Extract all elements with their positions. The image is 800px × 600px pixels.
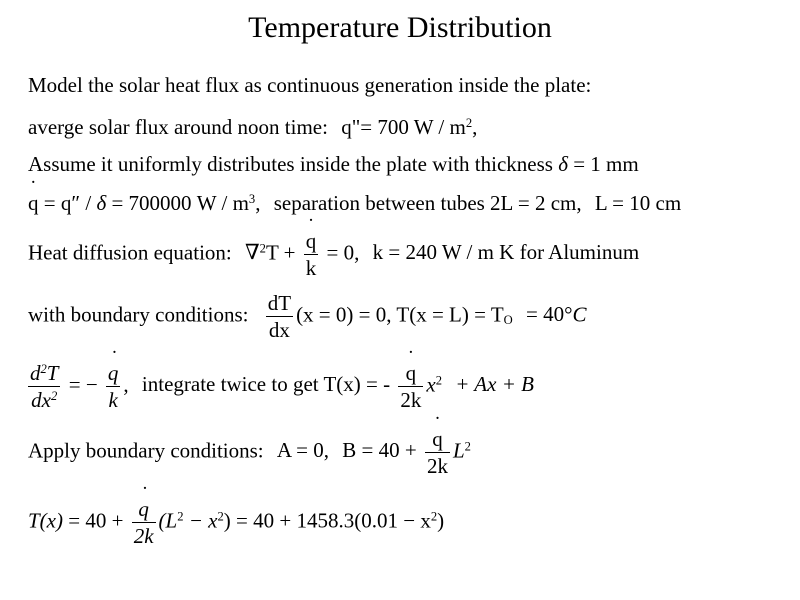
conductivity-text: k = 240 W / m K for Aluminum bbox=[372, 240, 640, 265]
flux-value: = 700 W / m bbox=[360, 115, 466, 139]
apply-2k: 2k bbox=[426, 454, 448, 478]
apply-B: B = 40 + bbox=[342, 438, 417, 463]
ode-dx-exp: 2 bbox=[51, 389, 58, 404]
integrate-q: ˙ q bbox=[406, 360, 417, 386]
bc-line bbox=[28, 290, 587, 343]
nabla-exponent: 2 bbox=[259, 241, 266, 256]
ode-d: d bbox=[30, 361, 41, 385]
integrate-x-exp: 2 bbox=[435, 373, 442, 388]
bc-cond2: T(x = L) = T bbox=[396, 302, 504, 327]
ode-k: k bbox=[108, 388, 118, 412]
ode-tail: , bbox=[123, 372, 129, 397]
result-x-exp: 2 bbox=[217, 509, 224, 524]
apply-line bbox=[28, 426, 471, 479]
ode-eq: = − bbox=[68, 372, 98, 397]
separation-text: separation between tubes 2L = 2 cm, bbox=[273, 191, 582, 215]
generation-eq: = q″ / bbox=[43, 191, 92, 215]
diffusion-label: Heat diffusion equation: bbox=[28, 240, 232, 265]
assume-text: Assume it uniformly distributes inside the plate with thickness bbox=[28, 152, 553, 176]
slide-title: Temperature Distribution bbox=[248, 11, 552, 44]
diffusion-line bbox=[28, 228, 639, 281]
delta-symbol: δ bbox=[558, 152, 568, 176]
apply-label: Apply boundary conditions: bbox=[28, 438, 264, 463]
result-minus: − x bbox=[188, 508, 218, 533]
result-mid: ) = 40 + 1458.3(0.01 − x bbox=[223, 508, 431, 533]
dT-numerator: dT bbox=[267, 291, 292, 315]
intro-text: Model the solar heat flux as continuous generation inside the plate: bbox=[28, 73, 592, 97]
diffusion-T: T + bbox=[265, 240, 296, 265]
flux-line bbox=[28, 114, 477, 140]
d2T-dx2-fraction bbox=[28, 360, 60, 413]
result-eq: = 40 + bbox=[68, 508, 124, 533]
bc-temp: = 40° bbox=[526, 302, 573, 327]
dx-denominator: dx bbox=[268, 318, 290, 342]
ode-T: T bbox=[46, 361, 59, 385]
flux-label: averge solar flux around noon time: bbox=[28, 115, 328, 139]
flux-exponent: 2 bbox=[465, 116, 473, 131]
ode-line bbox=[28, 360, 534, 413]
nabla-symbol: ∇ bbox=[245, 240, 260, 265]
result-line bbox=[28, 496, 444, 549]
result-q: ˙ q bbox=[138, 496, 149, 522]
bc-cond1: (x = 0) = 0, bbox=[296, 302, 392, 327]
integrate-x: x bbox=[426, 372, 436, 397]
apply-L: L bbox=[452, 438, 465, 463]
ode-dx: dx bbox=[31, 388, 51, 412]
generation-delta: δ bbox=[96, 191, 107, 215]
fraction-numerator: ˙ q bbox=[306, 228, 317, 254]
apply-fraction bbox=[425, 426, 450, 479]
bc-subscript: O bbox=[503, 312, 513, 327]
generation-line bbox=[28, 190, 681, 216]
dT-dx-fraction bbox=[266, 290, 293, 343]
apply-q: ˙ q bbox=[432, 426, 443, 452]
assume-line bbox=[28, 151, 639, 177]
result-x-exp2: 2 bbox=[430, 509, 438, 524]
flux-tail: , bbox=[472, 115, 478, 139]
length-text: L = 10 cm bbox=[594, 191, 682, 215]
apply-L-exp: 2 bbox=[464, 439, 471, 454]
result-fraction bbox=[132, 496, 156, 549]
integrate-fraction bbox=[398, 360, 423, 413]
diffusion-rhs: = 0, bbox=[326, 240, 360, 265]
bc-label: with boundary conditions: bbox=[28, 302, 249, 327]
intro-line bbox=[28, 72, 591, 98]
ode-d-exp: 2 bbox=[40, 362, 47, 377]
q-over-k-fraction bbox=[304, 228, 319, 281]
result-2k: 2k bbox=[133, 524, 154, 548]
q-dot-symbol: ˙ q bbox=[28, 190, 39, 216]
integrate-rest: + Ax + B bbox=[455, 372, 534, 397]
fraction-denominator: k bbox=[305, 256, 317, 280]
result-lhs: T(x) bbox=[28, 508, 63, 533]
result-open: (L bbox=[158, 508, 178, 533]
flux-symbol: q" bbox=[341, 115, 361, 139]
apply-A: A = 0, bbox=[276, 438, 330, 463]
generation-tail: , bbox=[255, 191, 261, 215]
integrate-text: integrate twice to get T(x) = - bbox=[141, 372, 391, 397]
integrate-2k: 2k bbox=[400, 388, 422, 412]
ode-q-over-k bbox=[106, 360, 121, 413]
generation-value: = 700000 W / m bbox=[111, 191, 249, 215]
thickness-value: = 1 mm bbox=[573, 152, 639, 176]
generation-exponent: 3 bbox=[248, 192, 256, 207]
result-close: ) bbox=[437, 508, 445, 533]
bc-unit: C bbox=[572, 302, 587, 327]
result-L-exp: 2 bbox=[177, 509, 184, 524]
ode-q: ˙ q bbox=[108, 360, 119, 386]
